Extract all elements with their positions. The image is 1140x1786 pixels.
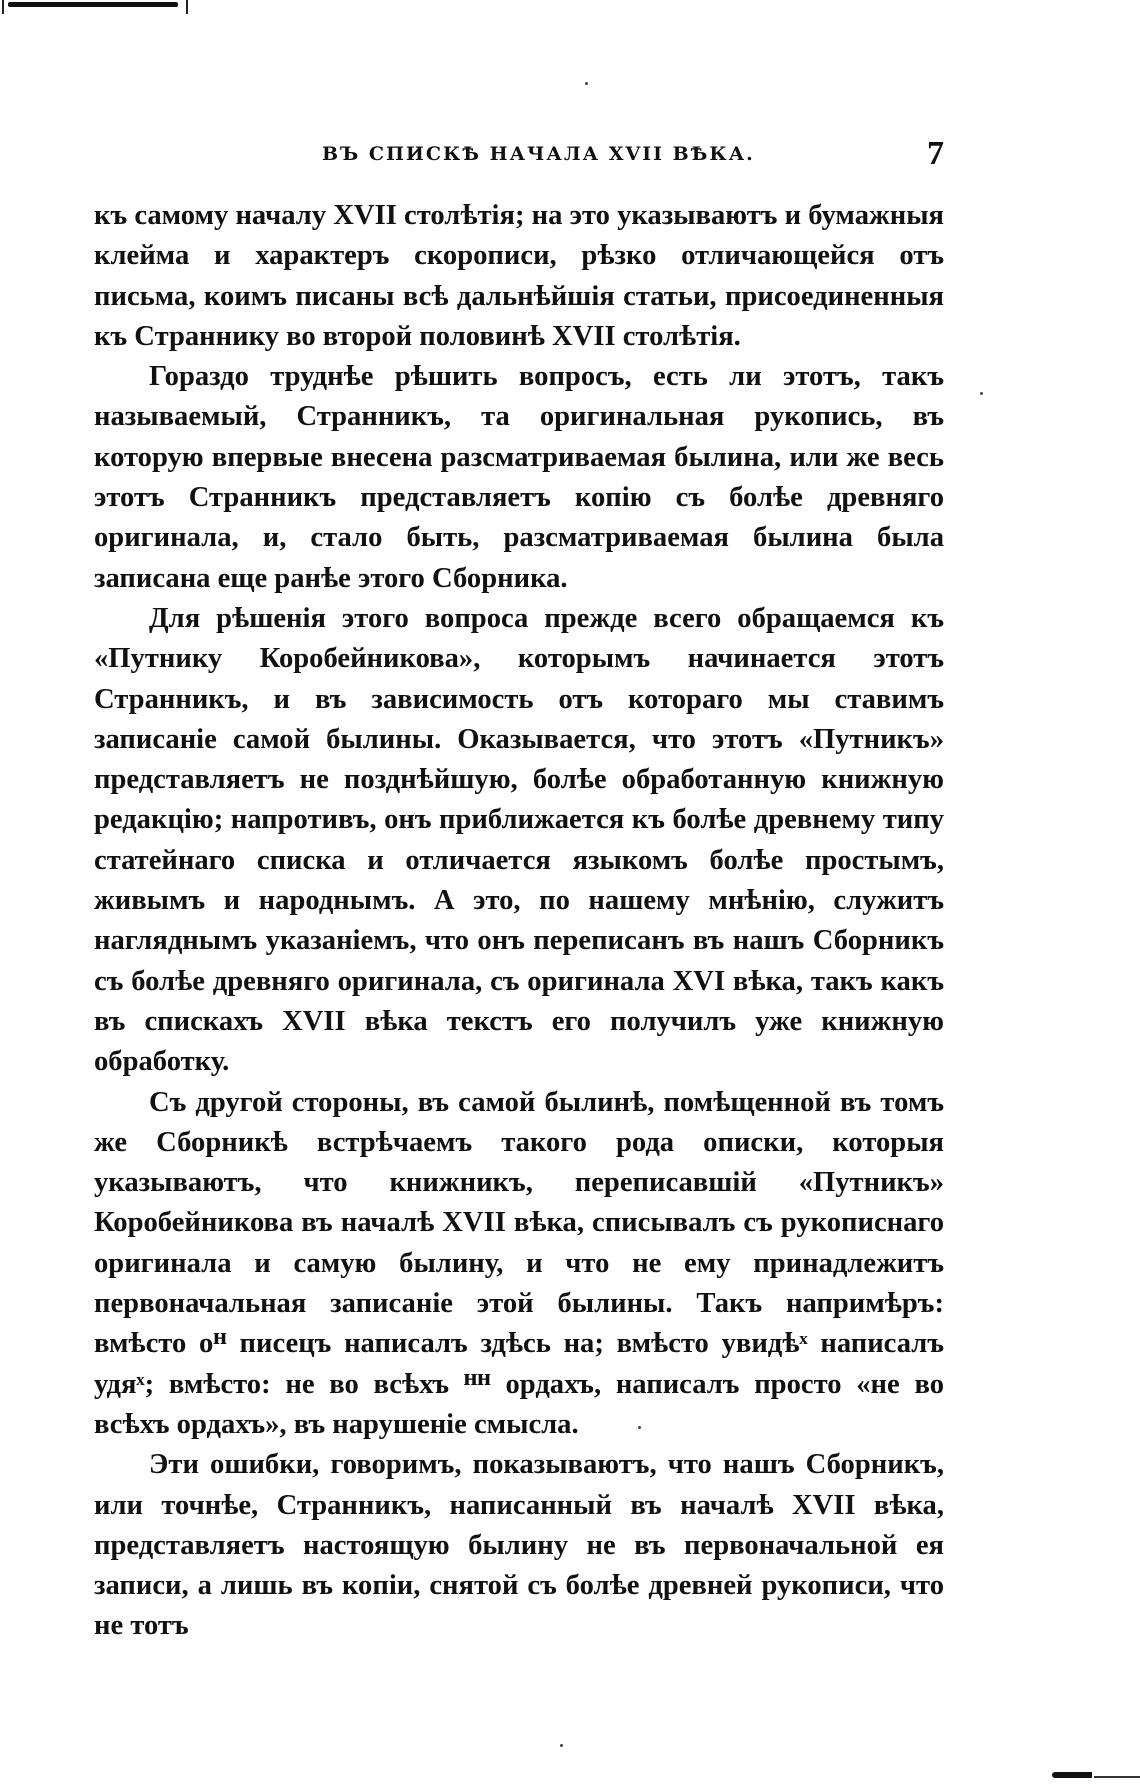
scan-tick bbox=[186, 0, 188, 14]
body-text bbox=[94, 196, 944, 1647]
paper-speck bbox=[980, 392, 983, 395]
ink-smudge bbox=[8, 2, 178, 7]
scan-line bbox=[1094, 1776, 1140, 1778]
paragraph-4: Съ другой стороны, въ самой былинѣ, помѣщенной въ томъ же Сборникѣ встрѣчаемъ такого рода описки, которыя указываютъ, что книжникъ, переписавшій «Путникъ» Коробейникова въ началѣ XVII вѣка, списывалъ съ рукописнаго оригинала и самую былину, и что не ему принадлежитъ первоначальная записаніе этой былины. Такъ напримѣръ: вмѣсто оᴴ писецъ написалъ здѣсь на; вмѣсто увидѣˣ написалъ удяˣ; вмѣсто: не во всѣхъ ᴴᴴ ордахъ, написалъ просто «не во всѣхъ ордахъ», въ нарушеніе смысла. bbox=[94, 1086, 944, 1440]
scan-edge-mark-top bbox=[0, 0, 190, 14]
paragraph-5: Эти ошибки, говоримъ, показываютъ, что нашъ Сборникъ, или точнѣе, Странникъ, написанный въ началѣ XVII вѣка, представляетъ настоящую былину не въ первоначальной ея записи, а лишь въ копіи, снятой съ болѣе древней рукописи, что не тотъ bbox=[94, 1449, 944, 1642]
paragraph-3: Для рѣшенія этого вопроса прежде всего обращаемся къ «Путнику Коробейникова», которымъ начинается этотъ Странникъ, и въ зависимость отъ котораго мы ставимъ записаніе самой былины. Оказывается, что этотъ «Путникъ» представляетъ не позднѣйшую, болѣе обработанную книжную редакцію; напротивъ, онъ приближается къ болѣе древнему типу статейнаго списка и отличается языкомъ болѣе простымъ, живымъ и народнымъ. А это, по нашему мнѣнію, служитъ нагляднымъ указаніемъ, что онъ переписанъ въ нашъ Сборникъ съ болѣе древняго оригинала, съ оригинала XVI вѣка, такъ какъ въ спискахъ XVII вѣка текстъ его получилъ уже книжную обработку. bbox=[94, 602, 944, 1078]
paragraph-1: къ самому началу XVII столѣтія; на это указываютъ и бумажныя клейма и характеръ скорописи, рѣзко отличающейся отъ письма, коимъ писаны всѣ дальнѣйшія статьи, присоединенныя къ Страннику во второй половинѣ XVII столѣтія. bbox=[94, 200, 944, 352]
running-title: ВЪ СПИСКѢ НАЧАЛА XVII ВѢКА. bbox=[322, 143, 755, 165]
paragraph-2: Гораздо труднѣе рѣшить вопросъ, есть ли этотъ, такъ называемый, Странникъ, та оригинальная рукопись, въ которую впервые внесена разсматриваемая былина, или же весь этотъ Странникъ представляетъ копію съ болѣе древняго оригинала, и, стало быть, разсматриваемая былина была записана еще ранѣе этого Сборника. bbox=[94, 361, 944, 594]
running-head bbox=[94, 135, 944, 175]
paper-speck bbox=[560, 1744, 563, 1747]
scan-edge-mark-bottom bbox=[1052, 1770, 1140, 1780]
paper-speck bbox=[585, 82, 588, 85]
scan-tick bbox=[2, 0, 4, 14]
ink-smudge bbox=[1052, 1772, 1092, 1778]
page-number: 7 bbox=[927, 135, 944, 172]
